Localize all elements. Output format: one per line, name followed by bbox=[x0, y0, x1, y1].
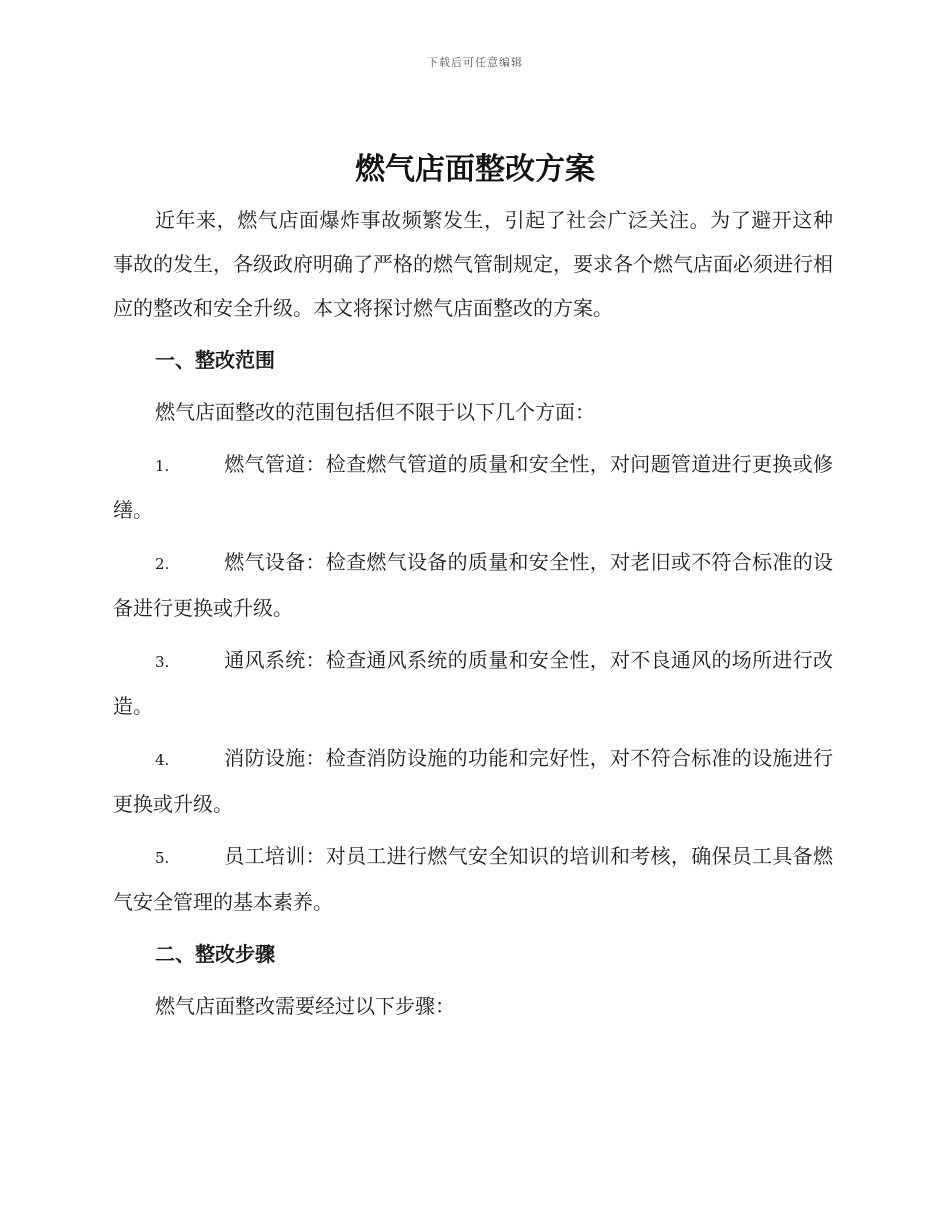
list-item-text: 员工培训：对员工进行燃气安全知识的培训和考核，确保员工具备燃气安全管理的基本素养。 bbox=[113, 844, 833, 914]
section-lead-steps: 燃气店面整改需要经过以下步骤： bbox=[155, 994, 455, 1018]
intro-paragraph: 近年来，燃气店面爆炸事故频繁发生，引起了社会广泛关注。为了避开这种事故的发生，各级政府明确了严格的燃气管制规定，要求各个燃气店面必须进行相应的整改和安全升级。本文将探讨燃气店面整改的方案。 bbox=[113, 208, 833, 320]
list-item-text: 消防设施：检查消防设施的功能和完好性，对不符合标准的设施进行更换或升级。 bbox=[113, 746, 833, 816]
list-number: 5. bbox=[155, 849, 170, 867]
section-heading-scope: 一、整改范围 bbox=[155, 348, 275, 372]
list-number: 3. bbox=[155, 653, 170, 671]
list-item bbox=[113, 540, 833, 630]
list-item bbox=[113, 834, 833, 924]
list-number: 1. bbox=[155, 457, 170, 475]
section-heading-steps: 二、整改步骤 bbox=[155, 942, 275, 966]
page-header-note: 下载后可任意编辑 bbox=[427, 56, 523, 69]
list-item-text: 燃气管道：检查燃气管道的质量和安全性，对问题管道进行更换或修缮。 bbox=[113, 452, 833, 522]
list-item bbox=[113, 442, 833, 532]
list-item bbox=[113, 638, 833, 728]
list-item-text: 通风系统：检查通风系统的质量和安全性，对不良通风的场所进行改造。 bbox=[113, 648, 833, 718]
section-lead-scope: 燃气店面整改的范围包括但不限于以下几个方面： bbox=[155, 400, 595, 424]
list-number: 2. bbox=[155, 555, 170, 573]
list-item bbox=[113, 736, 833, 826]
list-number: 4. bbox=[155, 751, 170, 769]
document-body bbox=[113, 198, 833, 1028]
document-title: 燃气店面整改方案 bbox=[355, 152, 595, 187]
list-item-text: 燃气设备：检查燃气设备的质量和安全性，对老旧或不符合标准的设备进行更换或升级。 bbox=[113, 550, 833, 620]
